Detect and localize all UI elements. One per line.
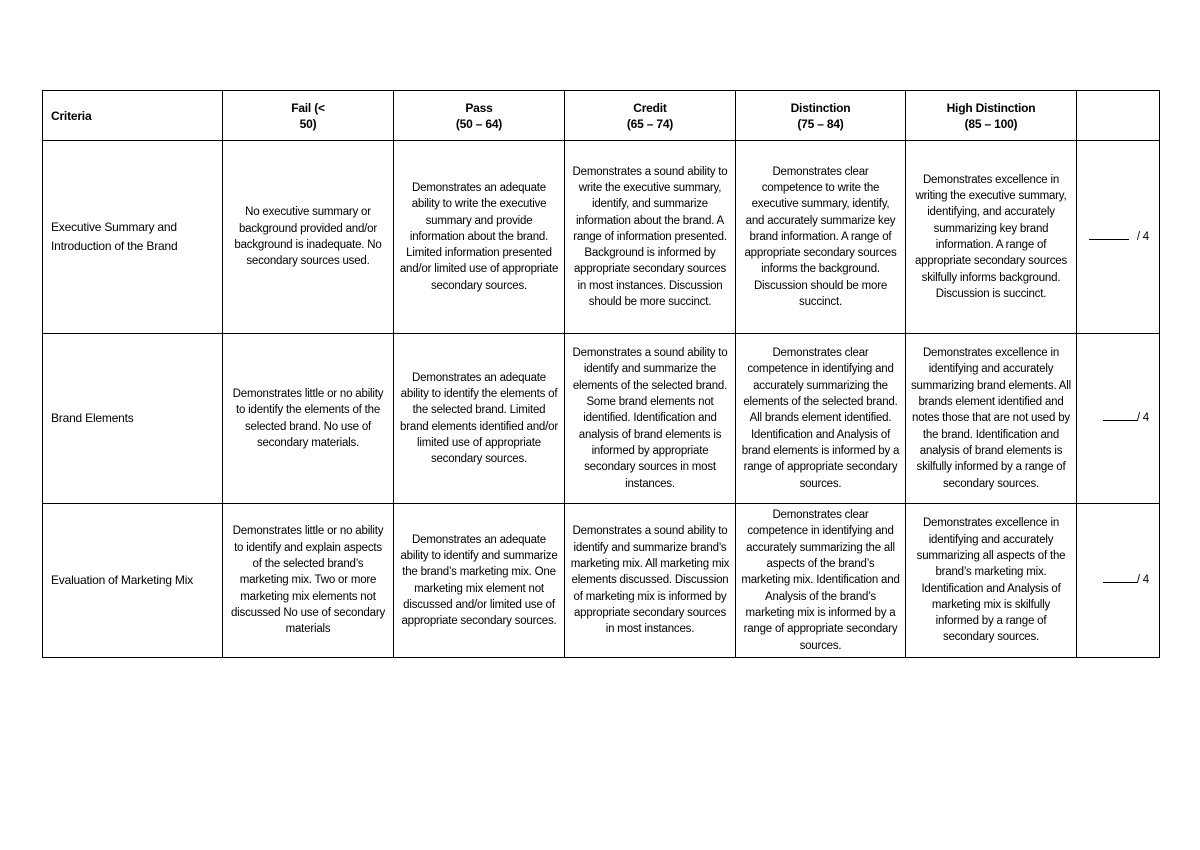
credit-cell: Demonstrates a sound ability to write the executive summary, identify, and summarize information about the brand. A range of information presented. Background is informed by appropriate secondary sources in most instances. Discussion should be more succinct. [565, 141, 736, 334]
fail-header-label: Fail (< [291, 100, 325, 115]
high-distinction-cell: Demonstrates excellence in identifying and accurately summarizing brand elements. All brands element identified and notes those that are not used by the brand. Identification and analysis of brand elements is skilfully informed by a range of secondary sources. [906, 334, 1077, 504]
distinction-header-range: (75 – 84) [797, 116, 844, 131]
credit-header [565, 91, 736, 141]
score-cell[interactable] [1077, 141, 1160, 334]
distinction-cell: Demonstrates clear competence in identifying and accurately summarizing the elements of the selected brand. All brands element identified. Identification and Analysis of brand elements is informed by a range of appropriate secondary sources. [736, 334, 906, 504]
pass-cell: Demonstrates an adequate ability to identify the elements of the selected brand. Limited brand elements identified and/or limited use of appropriate secondary sources. [394, 334, 565, 504]
pass-header-range: (50 – 64) [455, 116, 503, 131]
credit-header-range: (65 – 74) [626, 116, 674, 131]
criteria-cell: Evaluation of Marketing Mix [43, 504, 223, 658]
criteria-cell: Brand Elements [43, 334, 223, 504]
table-row [43, 141, 1160, 334]
high-distinction-header-range: (85 – 100) [964, 116, 1018, 131]
score-total: / 4 [1136, 412, 1149, 425]
header-row [43, 91, 1160, 141]
distinction-header [736, 91, 906, 141]
table-row [43, 334, 1160, 504]
fail-header [223, 91, 394, 141]
distinction-cell: Demonstrates clear competence in identifying and accurately summarizing the all aspects of the brand’s marketing mix. Identification and Analysis of the brand’s marketing mix is informed by a range of appropriate secondary sources. [736, 504, 906, 658]
credit-header-label: Credit [633, 100, 667, 115]
distinction-cell: Demonstrates clear competence to write the executive summary, identify, and accurately summarize key brand information. A range of appropriate secondary sources informs the background. Discussion should be more succinct. [736, 141, 906, 334]
score-total: / 4 [1136, 574, 1149, 587]
fail-cell: No executive summary or background provided and/or background is inadequate. No secondary sources used. [223, 141, 394, 334]
fail-cell: Demonstrates little or no ability to identify the elements of the selected brand. No use of secondary materials. [223, 334, 394, 504]
distinction-header-label: Distinction [790, 100, 851, 115]
pass-cell: Demonstrates an adequate ability to identify and summarize the brand’s marketing mix. One marketing mix element not discussed and/or limited use of appropriate secondary sources. [394, 504, 565, 658]
score-total: / 4 [1136, 230, 1149, 243]
score-header [1077, 91, 1160, 141]
credit-cell: Demonstrates a sound ability to identify and summarize the elements of the selected brand. Some brand elements not identified. Identification and analysis of brand elements is informed by appropriate secondary sources in most instances. [565, 334, 736, 504]
fail-cell: Demonstrates little or no ability to identify and explain aspects of the selected brand’s marketing mix. Two or more marketing mix elements not discussed No use of secondary materials [223, 504, 394, 658]
pass-header-label: Pass [465, 100, 493, 115]
high-distinction-cell: Demonstrates excellence in identifying and accurately summarizing all aspects of the brand’s marketing mix. Identification and Analysis of marketing mix is skilfully informed by a range of secondary sources. [906, 504, 1077, 658]
high-distinction-cell: Demonstrates excellence in writing the executive summary, identifying, and accurately summarizing key brand information. A range of appropriate secondary sources skilfully informs background. Discussion is succinct. [906, 141, 1077, 334]
credit-cell: Demonstrates a sound ability to identify and summarize brand’s marketing mix. All marketing mix elements discussed. Discussion of marketing mix is informed by appropriate secondary sources in most instances. [565, 504, 736, 658]
pass-cell: Demonstrates an adequate ability to write the executive summary and provide information about the brand. Limited information presented and/or limited use of appropriate secondary sources. [394, 141, 565, 334]
score-blank-line[interactable] [1103, 410, 1137, 421]
score-blank-line[interactable] [1089, 229, 1129, 240]
marking-rubric-table [42, 90, 1160, 658]
score-blank-line[interactable] [1103, 572, 1137, 583]
score-cell[interactable] [1077, 504, 1160, 658]
criteria-cell: Executive Summary and Introduction of the Brand [43, 141, 223, 334]
pass-header [394, 91, 565, 141]
criteria-header: Criteria [43, 91, 223, 141]
table-row [43, 504, 1160, 658]
high-distinction-header-label: High Distinction [946, 100, 1036, 115]
score-cell[interactable] [1077, 334, 1160, 504]
fail-header-range: 50) [299, 116, 317, 131]
high-distinction-header [906, 91, 1077, 141]
